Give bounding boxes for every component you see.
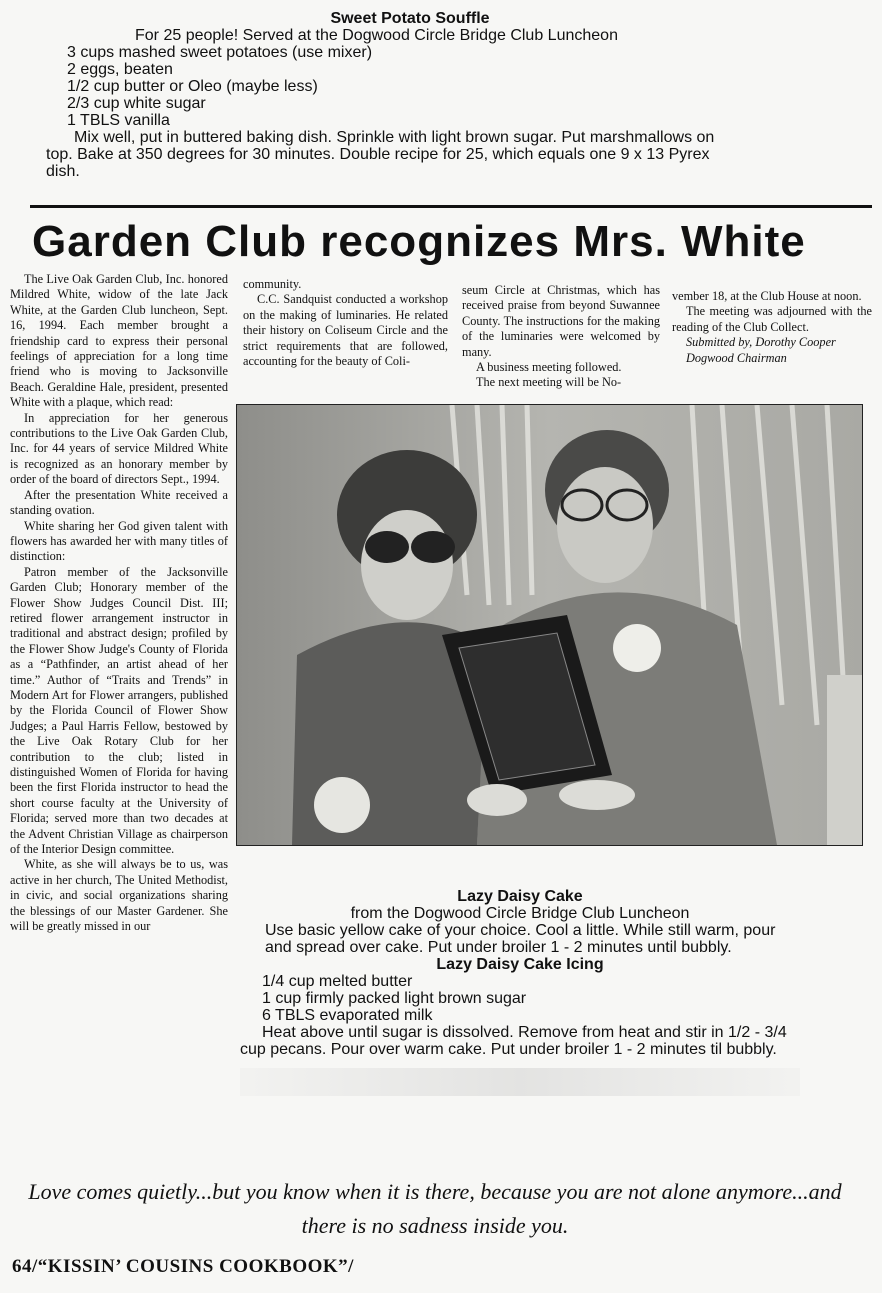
article-column-2 bbox=[243, 277, 448, 369]
ingredient: 2/3 cup white sugar bbox=[67, 95, 206, 112]
ingredient: 1/2 cup butter or Oleo (maybe less) bbox=[67, 78, 318, 95]
recipe-title: Lazy Daisy Cake bbox=[457, 888, 583, 905]
page-footer: 64/“KISSIN’ COUSINS COOKBOOK”/ bbox=[12, 1256, 354, 1277]
paragraph: seum Circle at Christmas, which has received praise from beyond Suwannee County. The instructions for the making of the luminaries were welcomed by many. bbox=[462, 283, 660, 359]
recipe-title: Sweet Potato Souffle bbox=[330, 10, 490, 27]
recipe-directions: Heat above until sugar is dissolved. Remove from heat and stir in 1/2 - 3/4 cup pecans. Pour over warm cake. Put under broiler 1 - 2 minutes til bubbly. bbox=[240, 1024, 787, 1058]
article-column-1 bbox=[10, 272, 228, 934]
article-photo bbox=[236, 404, 863, 846]
paragraph: The next meeting will be No- bbox=[476, 375, 622, 390]
paragraph: The meeting was adjourned with the reading of the Club Collect. bbox=[672, 304, 872, 334]
recipe-intro: For 25 people! Served at the Dogwood Circle Bridge Club Luncheon bbox=[135, 27, 618, 44]
recipe-directions: Mix well, put in buttered baking dish. Sprinkle with light brown sugar. Put marshmallows on bbox=[74, 129, 715, 146]
paragraph: A business meeting followed. bbox=[476, 360, 622, 375]
paragraph: White, as she will always be to us, was active in her church, The United Methodist, in civic, and social organizations sharing the blessings of our Master Gardener. She will be greatly missed in our bbox=[10, 857, 228, 934]
paragraph: In appreciation for her generous contributions to the Live Oak Garden Club, Inc. for 44 years of service Mildred White is recognized as an honorary member by order of the board of directors Sept., 1994. bbox=[10, 410, 228, 487]
lazy-daisy-cake-recipe bbox=[240, 888, 800, 1096]
ingredient: 2 eggs, beaten bbox=[67, 61, 173, 78]
paragraph: The Live Oak Garden Club, Inc. honored Mildred White, widow of the late Jack White, at the Garden Club luncheon, Sept. 16, 1994. Each member brought a friendship card to express their personal feelings of appreciation for a long time friend who is moving to Jacksonville Beach. Geraldine Hale, president, presented White with a plaque, which read: bbox=[10, 272, 228, 410]
article-column-3 bbox=[462, 283, 660, 391]
photo-illustration bbox=[237, 405, 862, 845]
signature-line: Dogwood Chairman bbox=[686, 350, 787, 365]
article-headline: Garden Club recognizes Mrs. White bbox=[32, 217, 806, 266]
signature-line: Submitted by, Dorothy Cooper bbox=[686, 335, 836, 350]
recipe-directions: top. Bake at 350 degrees for 30 minutes. Double recipe for 25, which equals one 9 x 13 Pyrex bbox=[46, 146, 710, 163]
recipe-subtitle: from the Dogwood Circle Bridge Club Luncheon bbox=[350, 905, 690, 922]
paragraph: After the presentation White received a standing ovation. bbox=[10, 487, 228, 518]
ingredient: 6 TBLS evaporated milk bbox=[262, 1007, 433, 1024]
sweet-potato-souffle-recipe bbox=[40, 10, 840, 180]
article-column-4 bbox=[672, 289, 872, 366]
paragraph: White sharing her God given talent with flowers has awarded her with many titles of distinction: bbox=[10, 518, 228, 564]
divider-rule bbox=[30, 205, 872, 208]
ingredient: 3 cups mashed sweet potatoes (use mixer) bbox=[67, 44, 373, 61]
closing-quote: Love comes quietly...but you know when it is there, because you are not alone anymore...and there is no sadness inside you. bbox=[28, 1179, 842, 1238]
paragraph: vember 18, at the Club House at noon. bbox=[672, 289, 862, 303]
recipe-directions: dish. bbox=[46, 163, 80, 180]
paragraph: C.C. Sandquist conducted a workshop on the making of luminaries. He related their history on Coliseum Circle and the strict requirements that are followed, accounting for the beauty of Coli- bbox=[243, 292, 448, 369]
correction-smudge bbox=[240, 1068, 800, 1096]
icing-title: Lazy Daisy Cake Icing bbox=[436, 956, 604, 973]
ingredient: 1 TBLS vanilla bbox=[67, 112, 170, 129]
ingredient: 1 cup firmly packed light brown sugar bbox=[262, 990, 527, 1007]
ingredient: 1/4 cup melted butter bbox=[262, 973, 413, 990]
paragraph: community. bbox=[243, 277, 302, 291]
paragraph: Patron member of the Jacksonville Garden Club; Honorary member of the Flower Show Judges Council Dist. III; retired flower arrangement instructor in traditional and abstract design; profiled by the Flower Show Judge's County of Florida as a “Pathfinder, an artist ahead of her time.” Author of “Traits and Trends” in Modern Art for Flower arrangers, published by the Florida Council of Flower Show Judges; a Paul Harris Fellow, bestowed by the Live Oak Rotary Club for her contribution to the club; listed in distinguished Women of Florida for having been the first Florida instructor to head the short course faculty at the University of Florida; served more than two decades at the Advent Christian Village as chairperson of the Interior Design committee. bbox=[10, 564, 228, 857]
recipe-directions: Use basic yellow cake of your choice. Cool a little. While still warm, pour and spread over cake. Put under broiler 1 - 2 minutes until bubbly. bbox=[265, 922, 776, 956]
